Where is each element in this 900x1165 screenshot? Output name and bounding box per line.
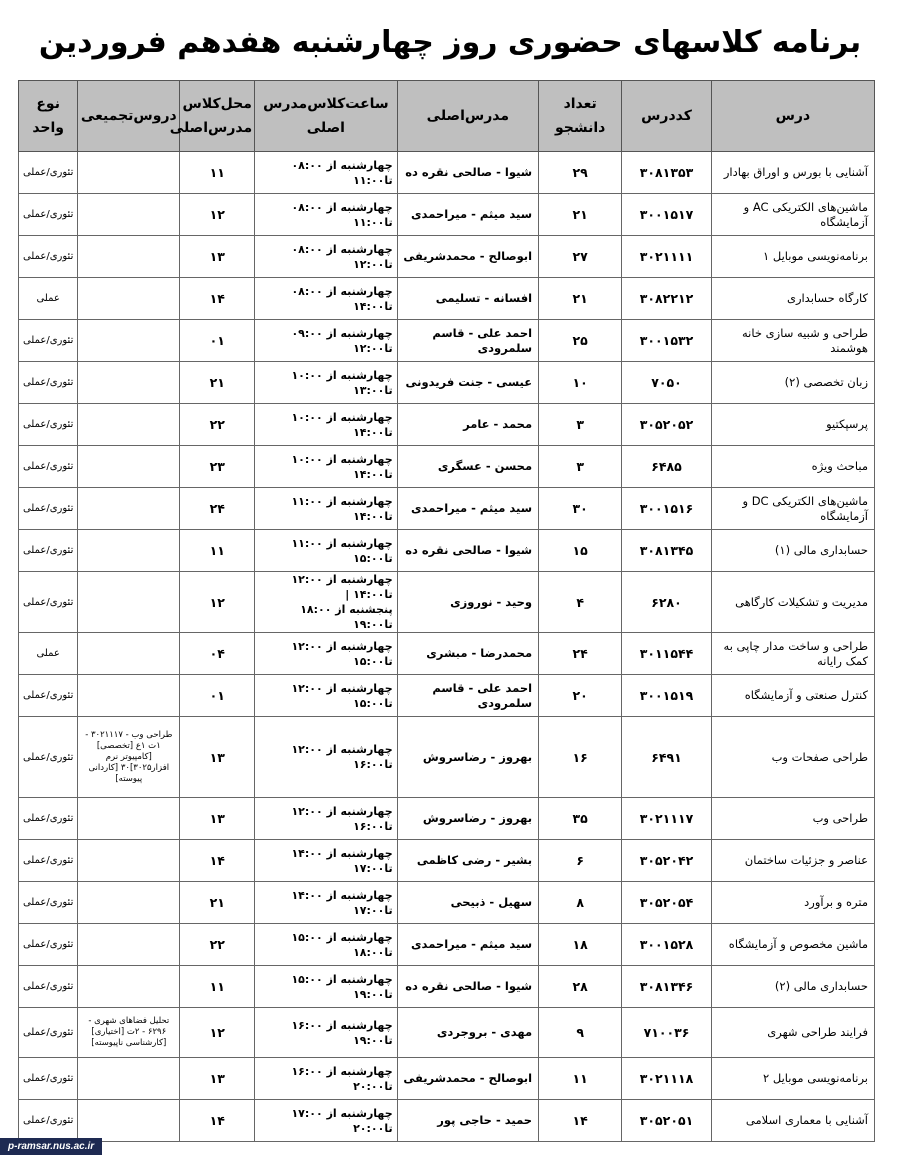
cell-code: ۳۰۰۱۵۱۹ bbox=[622, 675, 711, 717]
table-row bbox=[19, 924, 875, 966]
cell-type: تئوری/عملی bbox=[19, 1058, 78, 1100]
cell-combo bbox=[78, 446, 180, 488]
cell-type: تئوری/عملی bbox=[19, 717, 78, 798]
cell-type: تئوری/عملی bbox=[19, 404, 78, 446]
cell-count: ۲۵ bbox=[539, 320, 622, 362]
cell-room: ۱۴ bbox=[180, 840, 255, 882]
cell-course: حسابداری مالی (۱) bbox=[711, 530, 874, 572]
cell-type: تئوری/عملی bbox=[19, 924, 78, 966]
cell-room: ۲۴ bbox=[180, 488, 255, 530]
cell-combo bbox=[78, 675, 180, 717]
cell-time: چهارشنبه از ۱۶:۰۰ تا۱۹:۰۰ bbox=[255, 1008, 397, 1058]
table-row bbox=[19, 1008, 875, 1058]
cell-combo bbox=[78, 530, 180, 572]
cell-code: ۶۴۸۵ bbox=[622, 446, 711, 488]
cell-room: ۱۳ bbox=[180, 1058, 255, 1100]
cell-room: ۲۳ bbox=[180, 446, 255, 488]
header-code: کددرس bbox=[622, 81, 711, 152]
table-row bbox=[19, 798, 875, 840]
cell-type: تئوری/عملی bbox=[19, 572, 78, 633]
cell-time: چهارشنبه از ۱۰:۰۰ تا۱۴:۰۰ bbox=[255, 446, 397, 488]
table-row bbox=[19, 675, 875, 717]
cell-time: چهارشنبه از ۱۵:۰۰ تا۱۹:۰۰ bbox=[255, 966, 397, 1008]
cell-type: تئوری/عملی bbox=[19, 320, 78, 362]
cell-course: فرایند طراحی شهری bbox=[711, 1008, 874, 1058]
cell-combo bbox=[78, 194, 180, 236]
cell-time: چهارشنبه از ۱۲:۰۰ تا۱۵:۰۰ bbox=[255, 633, 397, 675]
table-row bbox=[19, 320, 875, 362]
cell-combo bbox=[78, 488, 180, 530]
cell-teacher: حمید - حاجی پور bbox=[397, 1100, 538, 1142]
cell-type: تئوری/عملی bbox=[19, 362, 78, 404]
cell-teacher: شیوا - صالحی نقره ده bbox=[397, 152, 538, 194]
cell-course: زبان تخصصی (۲) bbox=[711, 362, 874, 404]
cell-room: ۲۱ bbox=[180, 362, 255, 404]
table-row bbox=[19, 530, 875, 572]
cell-time: چهارشنبه از ۱۷:۰۰ تا۲۰:۰۰ bbox=[255, 1100, 397, 1142]
cell-code: ۳۰۵۲۰۵۱ bbox=[622, 1100, 711, 1142]
cell-type: تئوری/عملی bbox=[19, 966, 78, 1008]
cell-teacher: بهروز - رضاسروش bbox=[397, 717, 538, 798]
cell-combo bbox=[78, 152, 180, 194]
cell-combo bbox=[78, 362, 180, 404]
cell-room: ۱۱ bbox=[180, 152, 255, 194]
cell-combo bbox=[78, 236, 180, 278]
cell-type: تئوری/عملی bbox=[19, 152, 78, 194]
table-row bbox=[19, 633, 875, 675]
cell-time: چهارشنبه از ۰۹:۰۰ تا۱۲:۰۰ bbox=[255, 320, 397, 362]
cell-code: ۳۰۰۱۵۱۷ bbox=[622, 194, 711, 236]
cell-room: ۱۴ bbox=[180, 1100, 255, 1142]
cell-type: عملی bbox=[19, 278, 78, 320]
cell-time: چهارشنبه از ۱۲:۰۰ تا۱۶:۰۰ bbox=[255, 717, 397, 798]
cell-course: مدیریت و تشکیلات کارگاهی bbox=[711, 572, 874, 633]
cell-course: کارگاه حسابداری bbox=[711, 278, 874, 320]
cell-teacher: محمدرضا - مبشری bbox=[397, 633, 538, 675]
cell-teacher: ابوصالح - محمدشریفی bbox=[397, 1058, 538, 1100]
cell-code: ۳۰۸۱۳۴۵ bbox=[622, 530, 711, 572]
cell-code: ۳۰۲۱۱۱۱ bbox=[622, 236, 711, 278]
cell-code: ۶۲۸۰ bbox=[622, 572, 711, 633]
cell-time: چهارشنبه از ۱۰:۰۰ تا۱۳:۰۰ bbox=[255, 362, 397, 404]
cell-time: چهارشنبه از ۰۸:۰۰ تا۱۲:۰۰ bbox=[255, 236, 397, 278]
cell-count: ۱۰ bbox=[539, 362, 622, 404]
table-row bbox=[19, 572, 875, 633]
cell-course: متره و برآورد bbox=[711, 882, 874, 924]
table-row bbox=[19, 717, 875, 798]
cell-room: ۱۴ bbox=[180, 278, 255, 320]
cell-combo bbox=[78, 966, 180, 1008]
header-type: نوع واحد bbox=[19, 81, 78, 152]
cell-course: طراحی و شبیه سازی خانه هوشمند bbox=[711, 320, 874, 362]
table-row bbox=[19, 194, 875, 236]
cell-code: ۷۱۰۰۳۶ bbox=[622, 1008, 711, 1058]
cell-count: ۲۰ bbox=[539, 675, 622, 717]
table-row bbox=[19, 236, 875, 278]
cell-code: ۳۰۸۱۳۵۳ bbox=[622, 152, 711, 194]
cell-count: ۱۴ bbox=[539, 1100, 622, 1142]
cell-teacher: مهدی - بروجردی bbox=[397, 1008, 538, 1058]
cell-count: ۳۵ bbox=[539, 798, 622, 840]
cell-type: تئوری/عملی bbox=[19, 236, 78, 278]
cell-teacher: سید میثم - میراحمدی bbox=[397, 488, 538, 530]
cell-teacher: افسانه - تسلیمی bbox=[397, 278, 538, 320]
cell-count: ۸ bbox=[539, 882, 622, 924]
cell-code: ۳۰۵۲۰۵۴ bbox=[622, 882, 711, 924]
cell-room: ۱۳ bbox=[180, 717, 255, 798]
table-row bbox=[19, 404, 875, 446]
cell-teacher: بشیر - رضی کاظمی bbox=[397, 840, 538, 882]
cell-time: چهارشنبه از ۱۱:۰۰ تا۱۴:۰۰ bbox=[255, 488, 397, 530]
cell-combo bbox=[78, 633, 180, 675]
cell-count: ۲۸ bbox=[539, 966, 622, 1008]
cell-course: طراحی و ساخت مدار چاپی به کمک رایانه bbox=[711, 633, 874, 675]
cell-combo bbox=[78, 882, 180, 924]
cell-room: ۱۱ bbox=[180, 966, 255, 1008]
cell-count: ۹ bbox=[539, 1008, 622, 1058]
cell-course: برنامه‌نویسی موبایل ۱ bbox=[711, 236, 874, 278]
cell-combo bbox=[78, 924, 180, 966]
cell-combo bbox=[78, 1100, 180, 1142]
cell-time: چهارشنبه از ۱۴:۰۰ تا۱۷:۰۰ bbox=[255, 882, 397, 924]
cell-count: ۲۴ bbox=[539, 633, 622, 675]
cell-room: ۰۱ bbox=[180, 320, 255, 362]
cell-room: ۲۲ bbox=[180, 924, 255, 966]
cell-room: ۰۴ bbox=[180, 633, 255, 675]
cell-count: ۲۱ bbox=[539, 194, 622, 236]
table-row bbox=[19, 882, 875, 924]
cell-code: ۳۰۰۱۵۳۲ bbox=[622, 320, 711, 362]
header-teacher: مدرس‌اصلی bbox=[397, 81, 538, 152]
cell-type: تئوری/عملی bbox=[19, 1100, 78, 1142]
cell-time: چهارشنبه از ۰۸:۰۰ تا۱۴:۰۰ bbox=[255, 278, 397, 320]
cell-code: ۳۰۵۲۰۴۲ bbox=[622, 840, 711, 882]
cell-time: چهارشنبه از ۰۸:۰۰ تا۱۱:۰۰ bbox=[255, 152, 397, 194]
cell-type: تئوری/عملی bbox=[19, 194, 78, 236]
cell-code: ۳۰۸۱۳۴۶ bbox=[622, 966, 711, 1008]
cell-combo bbox=[78, 1058, 180, 1100]
table-row bbox=[19, 966, 875, 1008]
cell-code: ۳۰۱۱۵۴۴ bbox=[622, 633, 711, 675]
cell-code: ۳۰۰۱۵۲۸ bbox=[622, 924, 711, 966]
cell-teacher: بهروز - رضاسروش bbox=[397, 798, 538, 840]
cell-combo bbox=[78, 840, 180, 882]
header-combo: دروس‌تجمیعی bbox=[78, 81, 180, 152]
header-count: تعداد دانشجو bbox=[539, 81, 622, 152]
cell-time: چهارشنبه از ۱۶:۰۰ تا۲۰:۰۰ bbox=[255, 1058, 397, 1100]
cell-time: چهارشنبه از ۱۴:۰۰ تا۱۷:۰۰ bbox=[255, 840, 397, 882]
cell-count: ۱۶ bbox=[539, 717, 622, 798]
cell-code: ۳۰۵۲۰۵۲ bbox=[622, 404, 711, 446]
cell-code: ۳۰۲۱۱۱۸ bbox=[622, 1058, 711, 1100]
table-header-row bbox=[19, 81, 875, 152]
cell-course: ماشین‌های الکتریکی AC و آزمایشگاه bbox=[711, 194, 874, 236]
cell-room: ۰۱ bbox=[180, 675, 255, 717]
cell-type: تئوری/عملی bbox=[19, 840, 78, 882]
cell-count: ۱۱ bbox=[539, 1058, 622, 1100]
cell-teacher: شیوا - صالحی نقره ده bbox=[397, 530, 538, 572]
cell-code: ۷۰۵۰ bbox=[622, 362, 711, 404]
cell-room: ۱۲ bbox=[180, 572, 255, 633]
table-row bbox=[19, 1058, 875, 1100]
table-row bbox=[19, 446, 875, 488]
cell-teacher: سهیل - ذبیحی bbox=[397, 882, 538, 924]
cell-count: ۶ bbox=[539, 840, 622, 882]
cell-time: چهارشنبه از ۱۵:۰۰ تا۱۸:۰۰ bbox=[255, 924, 397, 966]
cell-type: تئوری/عملی bbox=[19, 530, 78, 572]
header-time: ساعت‌کلاس‌مدرس اصلی bbox=[255, 81, 397, 152]
cell-course: مباحث ویژه bbox=[711, 446, 874, 488]
cell-count: ۲۹ bbox=[539, 152, 622, 194]
table-row bbox=[19, 488, 875, 530]
cell-combo bbox=[78, 798, 180, 840]
cell-time: چهارشنبه از ۱۲:۰۰ تا۱۵:۰۰ bbox=[255, 675, 397, 717]
cell-teacher: سید میثم - میراحمدی bbox=[397, 194, 538, 236]
cell-combo bbox=[78, 278, 180, 320]
cell-code: ۳۰۰۱۵۱۶ bbox=[622, 488, 711, 530]
cell-time: چهارشنبه از ۱۲:۰۰ تا۱۴:۰۰ | پنجشنبه از ۱۸:۰۰ تا۱۹:۰۰ bbox=[255, 572, 397, 633]
cell-type: تئوری/عملی bbox=[19, 798, 78, 840]
cell-time: چهارشنبه از ۱۱:۰۰ تا۱۵:۰۰ bbox=[255, 530, 397, 572]
table-row bbox=[19, 1100, 875, 1142]
cell-type: تئوری/عملی bbox=[19, 675, 78, 717]
cell-course: حسابداری مالی (۲) bbox=[711, 966, 874, 1008]
cell-time: چهارشنبه از ۱۰:۰۰ تا۱۴:۰۰ bbox=[255, 404, 397, 446]
table-row bbox=[19, 840, 875, 882]
cell-type: تئوری/عملی bbox=[19, 488, 78, 530]
table-row bbox=[19, 152, 875, 194]
cell-course: پرسپکتیو bbox=[711, 404, 874, 446]
cell-course: ماشین مخصوص و آزمایشگاه bbox=[711, 924, 874, 966]
cell-count: ۳۰ bbox=[539, 488, 622, 530]
cell-count: ۱۸ bbox=[539, 924, 622, 966]
cell-teacher: ابوصالح - محمدشریفی bbox=[397, 236, 538, 278]
cell-room: ۱۲ bbox=[180, 1008, 255, 1058]
cell-type: تئوری/عملی bbox=[19, 1008, 78, 1058]
cell-teacher: سید میثم - میراحمدی bbox=[397, 924, 538, 966]
cell-teacher: محسن - عسگری bbox=[397, 446, 538, 488]
site-url[interactable]: p-ramsar.nus.ac.ir bbox=[0, 1138, 102, 1155]
cell-teacher: احمد علی - قاسم سلمرودی bbox=[397, 675, 538, 717]
schedule-table bbox=[18, 80, 875, 1142]
cell-count: ۲۱ bbox=[539, 278, 622, 320]
cell-teacher: محمد - عامر bbox=[397, 404, 538, 446]
cell-combo bbox=[78, 320, 180, 362]
cell-time: چهارشنبه از ۰۸:۰۰ تا۱۱:۰۰ bbox=[255, 194, 397, 236]
cell-room: ۱۲ bbox=[180, 194, 255, 236]
cell-course: ماشین‌های الکتریکی DC و آزمایشگاه bbox=[711, 488, 874, 530]
cell-type: تئوری/عملی bbox=[19, 446, 78, 488]
page-title: برنامه کلاسهای حضوری روز چهارشنبه هفدهم فروردین bbox=[38, 25, 862, 60]
cell-teacher: وحید - نوروزی bbox=[397, 572, 538, 633]
cell-course: برنامه‌نویسی موبایل ۲ bbox=[711, 1058, 874, 1100]
cell-code: ۳۰۸۲۲۱۲ bbox=[622, 278, 711, 320]
cell-type: عملی bbox=[19, 633, 78, 675]
cell-combo bbox=[78, 572, 180, 633]
cell-combo: طراحی وب - ۳۰۲۱۱۱۷ - ۱ت ۱ع [تخصصی] [کامپیوتر نرم افزار۳۰۲۵]۳۰ [کاردانی پیوسته] bbox=[78, 717, 180, 798]
cell-room: ۲۱ bbox=[180, 882, 255, 924]
cell-room: ۱۳ bbox=[180, 236, 255, 278]
cell-combo: تحلیل فضاهای شهری - ۶۲۹۶ - ۲ت [اختیاری] [کارشناسی ناپیوسته] bbox=[78, 1008, 180, 1058]
cell-combo bbox=[78, 404, 180, 446]
header-course: درس bbox=[711, 81, 874, 152]
cell-room: ۱۳ bbox=[180, 798, 255, 840]
cell-teacher: عیسی - جنت فریدونی bbox=[397, 362, 538, 404]
cell-room: ۱۱ bbox=[180, 530, 255, 572]
cell-code: ۶۴۹۱ bbox=[622, 717, 711, 798]
cell-teacher: احمد علی - قاسم سلمرودی bbox=[397, 320, 538, 362]
cell-course: طراحی وب bbox=[711, 798, 874, 840]
cell-count: ۲۷ bbox=[539, 236, 622, 278]
cell-type: تئوری/عملی bbox=[19, 882, 78, 924]
cell-course: طراحی صفحات وب bbox=[711, 717, 874, 798]
cell-count: ۱۵ bbox=[539, 530, 622, 572]
cell-teacher: شیوا - صالحی نقره ده bbox=[397, 966, 538, 1008]
cell-course: عناصر و جزئیات ساختمان bbox=[711, 840, 874, 882]
header-room: محل‌کلاس مدرس‌اصلی bbox=[180, 81, 255, 152]
table-row bbox=[19, 278, 875, 320]
cell-course: کنترل صنعتی و آزمایشگاه bbox=[711, 675, 874, 717]
cell-count: ۳ bbox=[539, 446, 622, 488]
cell-course: آشنایی با بورس و اوراق بهادار bbox=[711, 152, 874, 194]
cell-count: ۴ bbox=[539, 572, 622, 633]
cell-room: ۲۲ bbox=[180, 404, 255, 446]
table-row bbox=[19, 362, 875, 404]
cell-code: ۳۰۲۱۱۱۷ bbox=[622, 798, 711, 840]
cell-count: ۳ bbox=[539, 404, 622, 446]
cell-time: چهارشنبه از ۱۲:۰۰ تا۱۶:۰۰ bbox=[255, 798, 397, 840]
cell-course: آشنایی با معماری اسلامی bbox=[711, 1100, 874, 1142]
